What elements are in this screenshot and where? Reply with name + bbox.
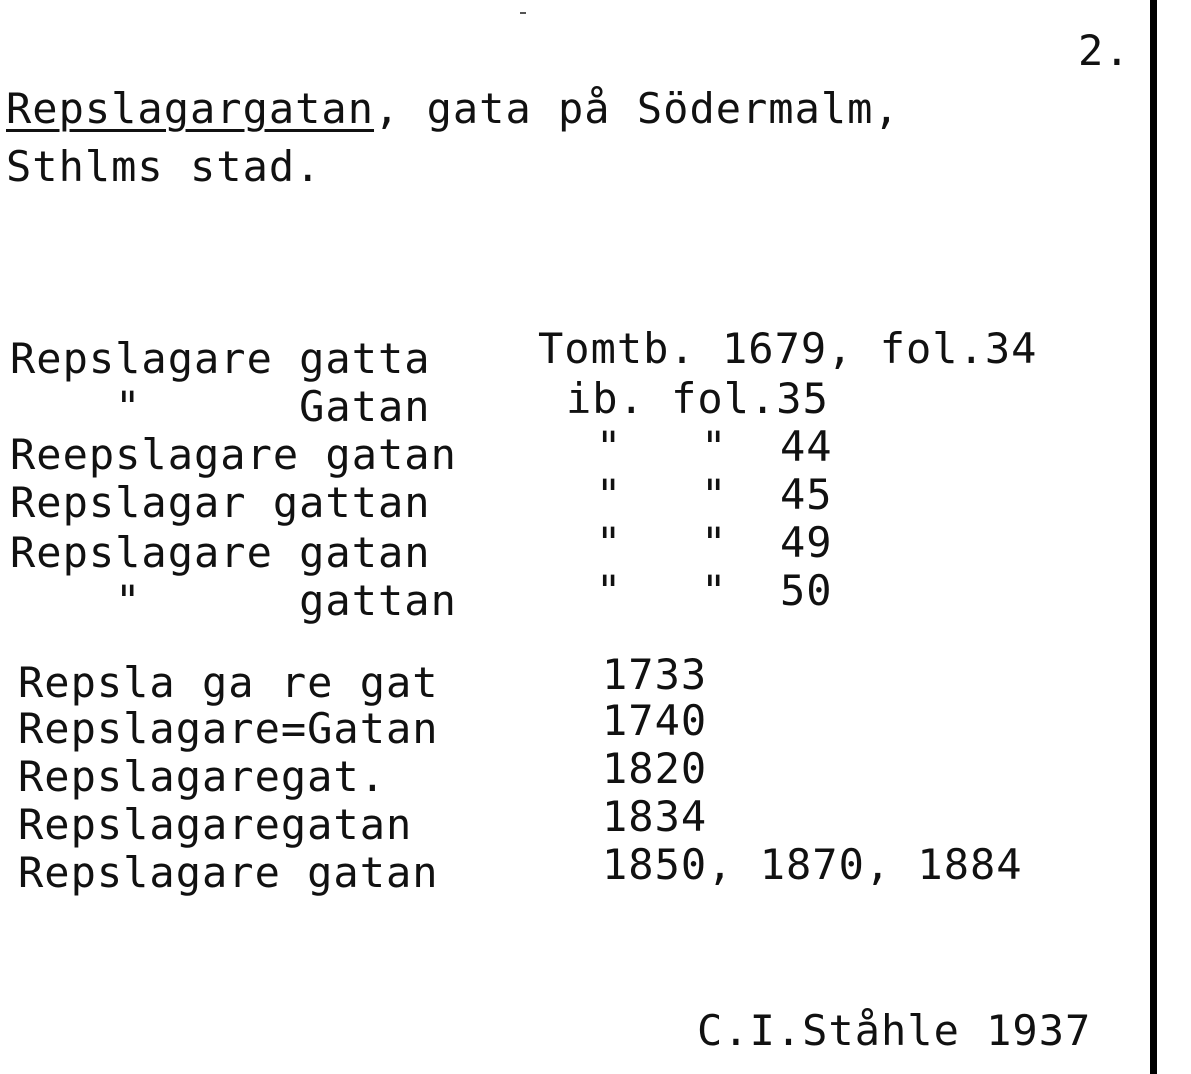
entry-ref: Tomtb. 1679, fol.34 — [538, 324, 1038, 373]
entry-name: " Gatan — [10, 382, 431, 431]
year-entry-name: Repslagaregatan — [18, 800, 413, 849]
entry-ref: " " 44 — [596, 422, 833, 471]
entry-name: Repslagar gattan — [10, 478, 431, 527]
year-entry-year: 1850, 1870, 1884 — [602, 840, 1023, 889]
entry-name: Repslagare gatan — [10, 528, 431, 577]
entry-ref: " " 45 — [596, 470, 833, 519]
speck-mark — [520, 12, 526, 14]
year-entry-name: Repslagare gatan — [18, 848, 439, 897]
heading-line-2: Sthlms stad. — [6, 142, 322, 191]
entry-ref: ib. fol.35 — [566, 374, 829, 423]
year-entry-year: 1733 — [602, 650, 708, 699]
entry-name: Repslagare gatta — [10, 334, 431, 383]
entry-ref: " " 50 — [596, 566, 833, 615]
entry-name: Reepslagare gatan — [10, 430, 457, 479]
heading-description: , gata på Södermalm, — [374, 84, 900, 133]
card-edge-line — [1150, 0, 1157, 1074]
year-entry-name: Repslagare=Gatan — [18, 704, 439, 753]
street-name: Repslagargatan — [6, 84, 375, 133]
year-entry-name: Repslagaregat. — [18, 752, 387, 801]
signature: C.I.Ståhle 1937 — [697, 1006, 1092, 1055]
year-entry-year: 1740 — [602, 696, 708, 745]
entry-name: " gattan — [10, 576, 457, 625]
year-entry-name: Repsla ga re gat — [18, 658, 439, 707]
year-entry-year: 1834 — [602, 792, 708, 841]
heading-line-1 — [6, 84, 900, 133]
entry-ref: " " 49 — [596, 518, 833, 567]
page-number: 2. — [1078, 26, 1131, 75]
year-entry-year: 1820 — [602, 744, 708, 793]
